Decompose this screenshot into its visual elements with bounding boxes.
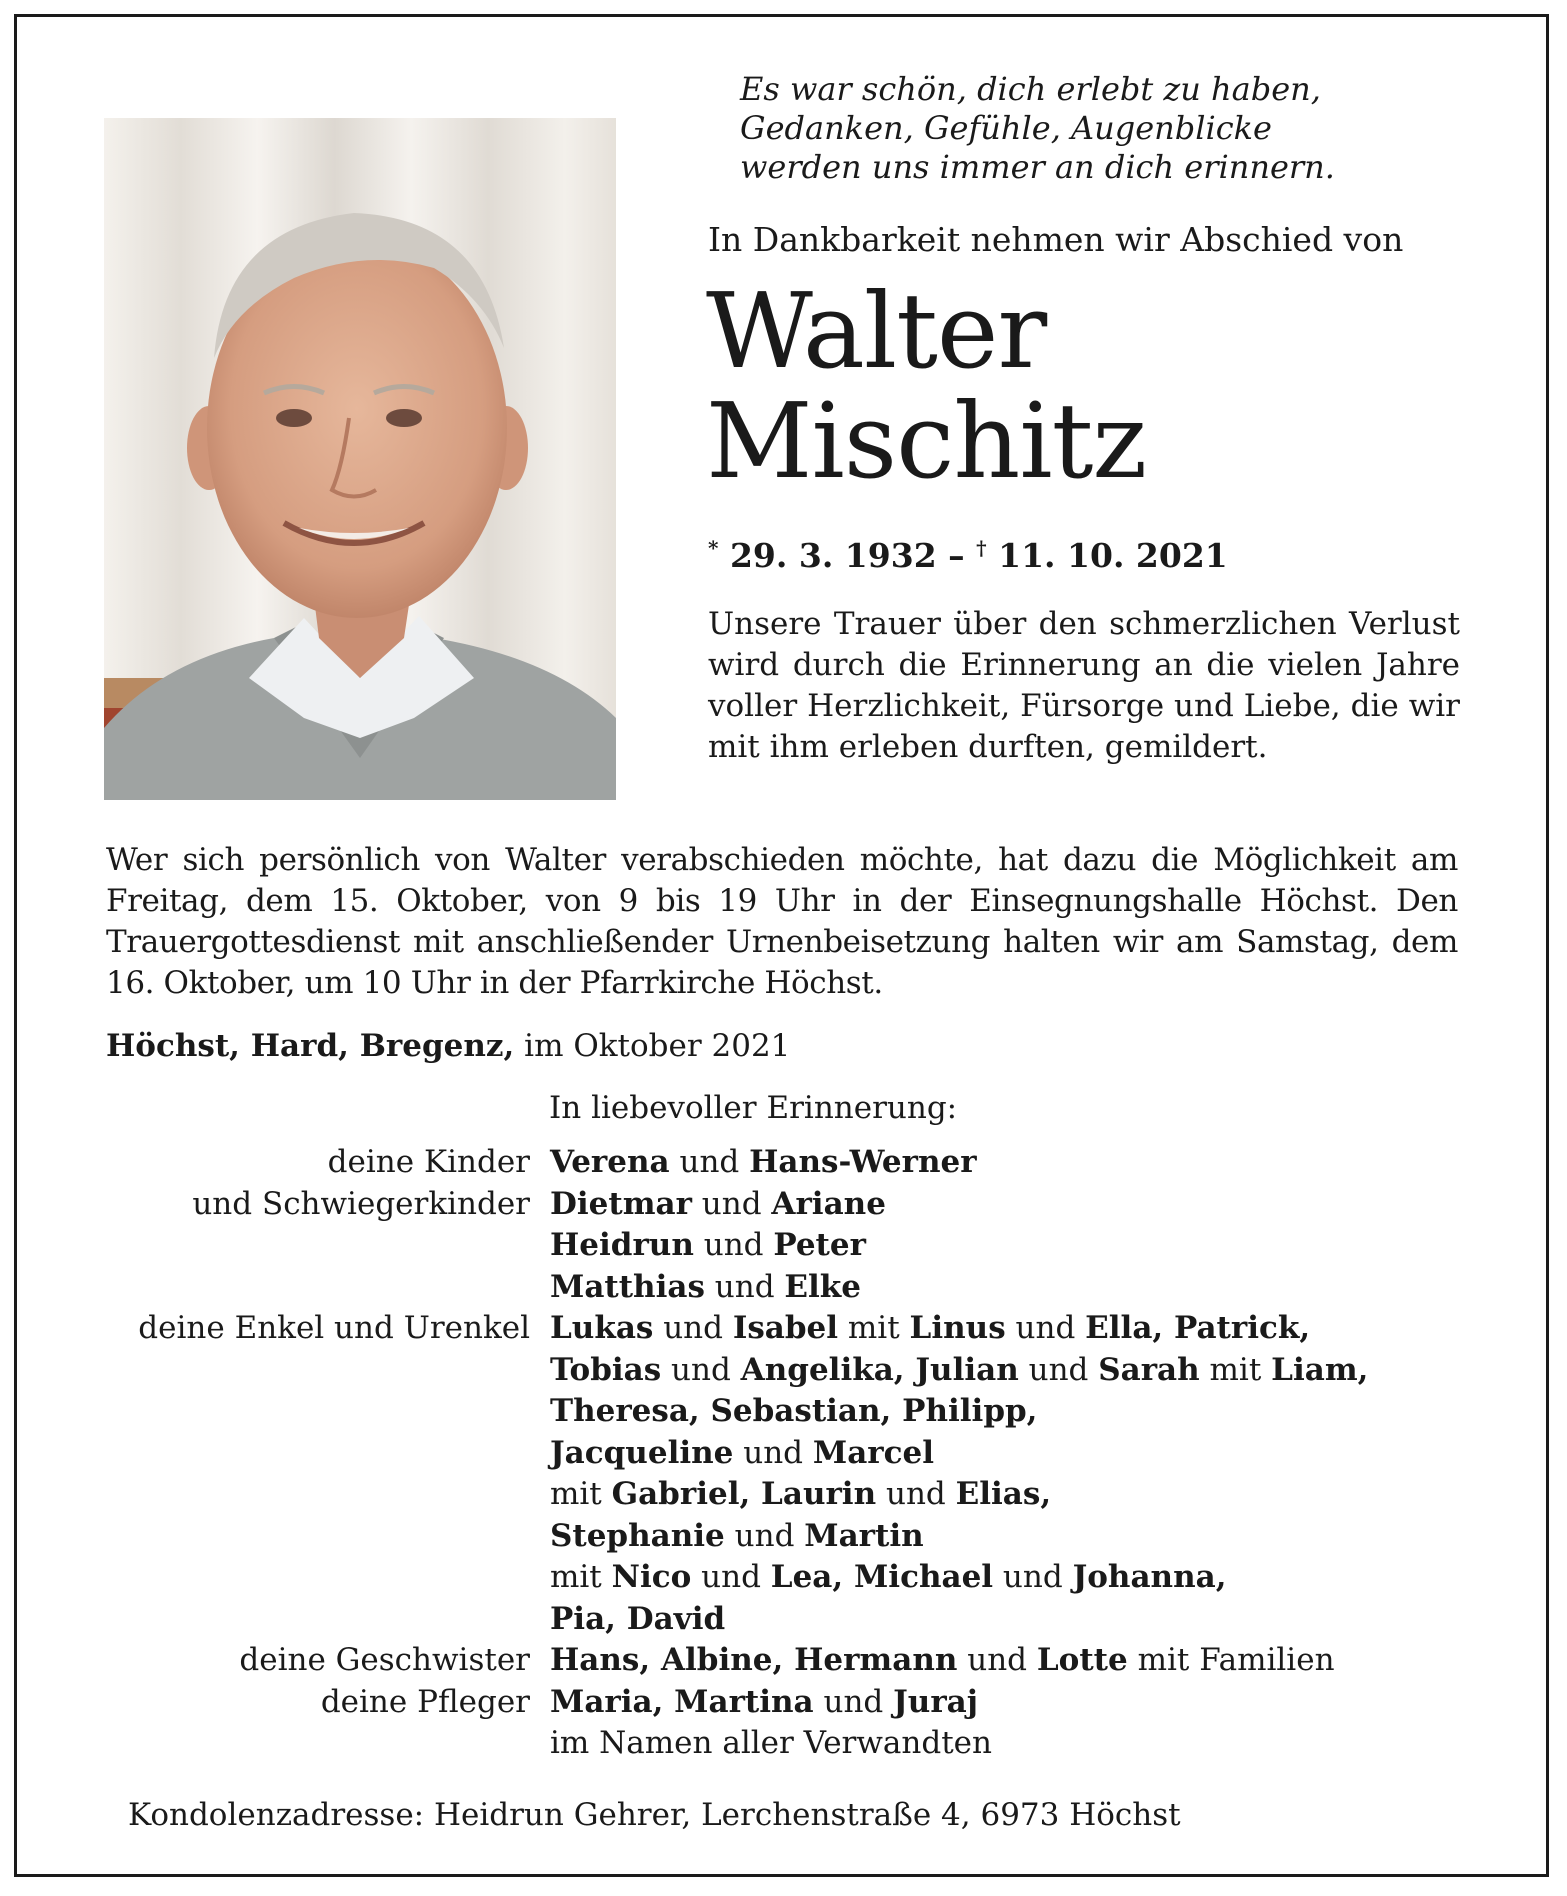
mourner-row	[60, 1516, 1540, 1558]
mourner-names	[550, 1350, 1368, 1392]
connector-text: und	[813, 1683, 894, 1720]
birth-date: 29. 3. 1932	[729, 536, 937, 575]
connector-text: und	[993, 1559, 1073, 1595]
mourner-name: Angelika, Julian	[740, 1351, 1019, 1388]
connector-text: und	[876, 1476, 956, 1512]
relation-label	[60, 1350, 550, 1392]
mourner-row	[60, 1682, 1540, 1724]
connector-text: und	[661, 1351, 741, 1388]
mourner-name: Marcel	[812, 1434, 934, 1471]
mourner-row	[60, 1391, 1540, 1433]
mourner-names	[550, 1557, 1227, 1599]
mourner-name: Heidrun	[550, 1227, 694, 1263]
relation-label: deine Geschwister	[239, 1642, 530, 1678]
relation-label	[60, 1391, 550, 1433]
mourner-name: Tobias	[550, 1351, 662, 1388]
portrait-illustration	[104, 118, 616, 800]
mourner-row	[60, 1599, 1540, 1641]
connector-text: und	[724, 1517, 805, 1554]
mourner-name: Elke	[784, 1268, 861, 1305]
mourner-name: Hans-Werner	[749, 1144, 977, 1180]
mourner-name: Isabel	[732, 1310, 839, 1346]
mourner-name: Lotte	[1036, 1642, 1128, 1678]
memory-heading: In liebevoller Erinnerung:	[549, 1090, 958, 1126]
connector-text: und	[691, 1185, 772, 1222]
mourner-names	[550, 1723, 992, 1765]
poem-line: Es war schön, dich erlebt zu haben,	[740, 70, 1321, 108]
service-information: Wer sich persönlich von Walter verabschieden möchte, hat dazu die Möglichkeit am Freitag, dem 15. Oktober, von 9 bis 19 Uhr in der Einsegnungshalle Höchst. Den Trauergottesdienst mit anschließender Urnenbeisetzung halten wir am Samstag, dem 16. Oktober, um 10 Uhr in der Pfarrkirche Höchst.	[106, 842, 1458, 1001]
connector-text: und	[1005, 1310, 1086, 1346]
death-date: 11. 10. 2021	[998, 536, 1228, 575]
mourner-name: Lukas	[550, 1310, 654, 1346]
mourner-name: Nico	[611, 1559, 692, 1595]
condolence-address: Kondolenzadresse: Heidrun Gehrer, Lerchenstraße 4, 6973 Höchst	[128, 1797, 1181, 1833]
grief-text: Unsere Trauer über den schmerzlichen Verlust wird durch die Erinnerung an die vielen Jahre voller Herzlichkeit, Fürsorge und Liebe, die wir mit ihm erleben durften, gemildert.	[708, 606, 1460, 765]
portrait-photo	[104, 118, 616, 800]
relation-label	[60, 1433, 550, 1475]
relation-label	[60, 1225, 550, 1267]
connector-text: im Namen aller Verwandten	[550, 1725, 992, 1761]
mourner-names	[550, 1682, 978, 1724]
connector-text: und	[704, 1268, 785, 1305]
mourner-name: Ella, Patrick,	[1085, 1310, 1311, 1346]
last-name: Mischitz	[706, 380, 1147, 502]
first-name: Walter	[706, 270, 1047, 392]
connector-text: mit	[550, 1476, 612, 1512]
mourner-name: Martin	[804, 1517, 924, 1554]
mourner-name: Lea, Michael	[770, 1559, 994, 1595]
mourner-name: Peter	[773, 1227, 866, 1263]
mourner-names	[550, 1267, 861, 1309]
mourner-names	[550, 1184, 886, 1226]
connector-text: und	[691, 1559, 771, 1595]
mourner-name: Dietmar	[550, 1185, 692, 1222]
relation-label	[60, 1516, 550, 1558]
mourner-name: Jacqueline	[550, 1434, 734, 1471]
mourner-name: Maria, Martina	[550, 1683, 814, 1720]
poem-line: werden uns immer an dich erinnern.	[740, 148, 1335, 186]
mourner-name: Theresa, Sebastian, Philipp,	[550, 1393, 1038, 1429]
mourner-name: Sarah	[1098, 1351, 1200, 1388]
mourner-row	[60, 1433, 1540, 1475]
mourner-names	[550, 1640, 1335, 1682]
mourner-row	[60, 1184, 1540, 1226]
mourner-names	[550, 1142, 977, 1184]
mourner-names	[550, 1308, 1310, 1350]
poem-line: Gedanken, Gefühle, Augenblicke	[740, 109, 1272, 147]
mourner-names	[550, 1433, 934, 1475]
place-and-date	[106, 1028, 790, 1064]
mourner-row	[60, 1225, 1540, 1267]
notice-date: im Oktober 2021	[514, 1028, 791, 1064]
connector-text: und	[957, 1642, 1037, 1678]
mourner-row	[60, 1142, 1540, 1184]
connector-text: mit	[1199, 1351, 1272, 1388]
connector-text: und	[653, 1310, 733, 1346]
connector-text: und	[1018, 1351, 1099, 1388]
deceased-name	[706, 270, 1147, 502]
relation-label: deine Pfleger	[320, 1683, 530, 1720]
connector-text: und	[693, 1227, 774, 1263]
farewell-intro: In Dankbarkeit nehmen wir Abschied von	[708, 220, 1404, 259]
death-symbol: †	[976, 536, 987, 560]
mourner-name: Pia, David	[550, 1600, 726, 1637]
mourner-names	[550, 1516, 924, 1558]
connector-text: und	[733, 1434, 813, 1471]
relation-label	[60, 1267, 550, 1309]
mourner-names	[550, 1225, 866, 1267]
mourner-name: Verena	[550, 1144, 670, 1180]
mourner-name: Elias,	[955, 1476, 1052, 1512]
mourner-name: Matthias	[550, 1268, 705, 1305]
mourner-name: Juraj	[893, 1683, 978, 1720]
relation-label: deine Enkel und Urenkel	[138, 1310, 530, 1346]
mourner-name: Stephanie	[550, 1517, 725, 1554]
relation-label: deine Kinder	[327, 1144, 530, 1180]
connector-text: mit Familien	[1127, 1642, 1335, 1678]
life-dates	[708, 536, 1228, 575]
relation-label	[60, 1599, 550, 1641]
mourners-list	[60, 1142, 1540, 1765]
mourner-row	[60, 1267, 1540, 1309]
mourner-name: Hans, Albine, Hermann	[550, 1642, 958, 1678]
birth-symbol: *	[708, 536, 719, 560]
mourner-row	[60, 1474, 1540, 1516]
mourner-names	[550, 1599, 725, 1641]
mourner-row	[60, 1557, 1540, 1599]
mourner-name: Johanna,	[1072, 1559, 1227, 1595]
relation-label: und Schwiegerkinder	[192, 1185, 530, 1222]
towns: Höchst, Hard, Bregenz,	[106, 1028, 515, 1064]
mourner-name: Ariane	[771, 1185, 886, 1222]
connector-text: mit	[550, 1559, 612, 1595]
date-separator: –	[948, 536, 965, 575]
relation-label	[60, 1474, 550, 1516]
relation-label	[60, 1723, 550, 1765]
mourner-name: Gabriel, Laurin	[611, 1476, 877, 1512]
mourner-row	[60, 1350, 1540, 1392]
connector-text: und	[669, 1144, 750, 1180]
memorial-poem	[740, 70, 1335, 187]
relation-label	[60, 1557, 550, 1599]
mourner-row	[60, 1640, 1540, 1682]
mourner-name: Linus	[909, 1310, 1006, 1346]
mourner-row	[60, 1723, 1540, 1765]
mourner-names	[550, 1391, 1037, 1433]
mourner-names	[550, 1474, 1051, 1516]
mourner-row	[60, 1308, 1540, 1350]
connector-text: mit	[838, 1310, 910, 1346]
mourner-name: Liam,	[1271, 1351, 1369, 1388]
